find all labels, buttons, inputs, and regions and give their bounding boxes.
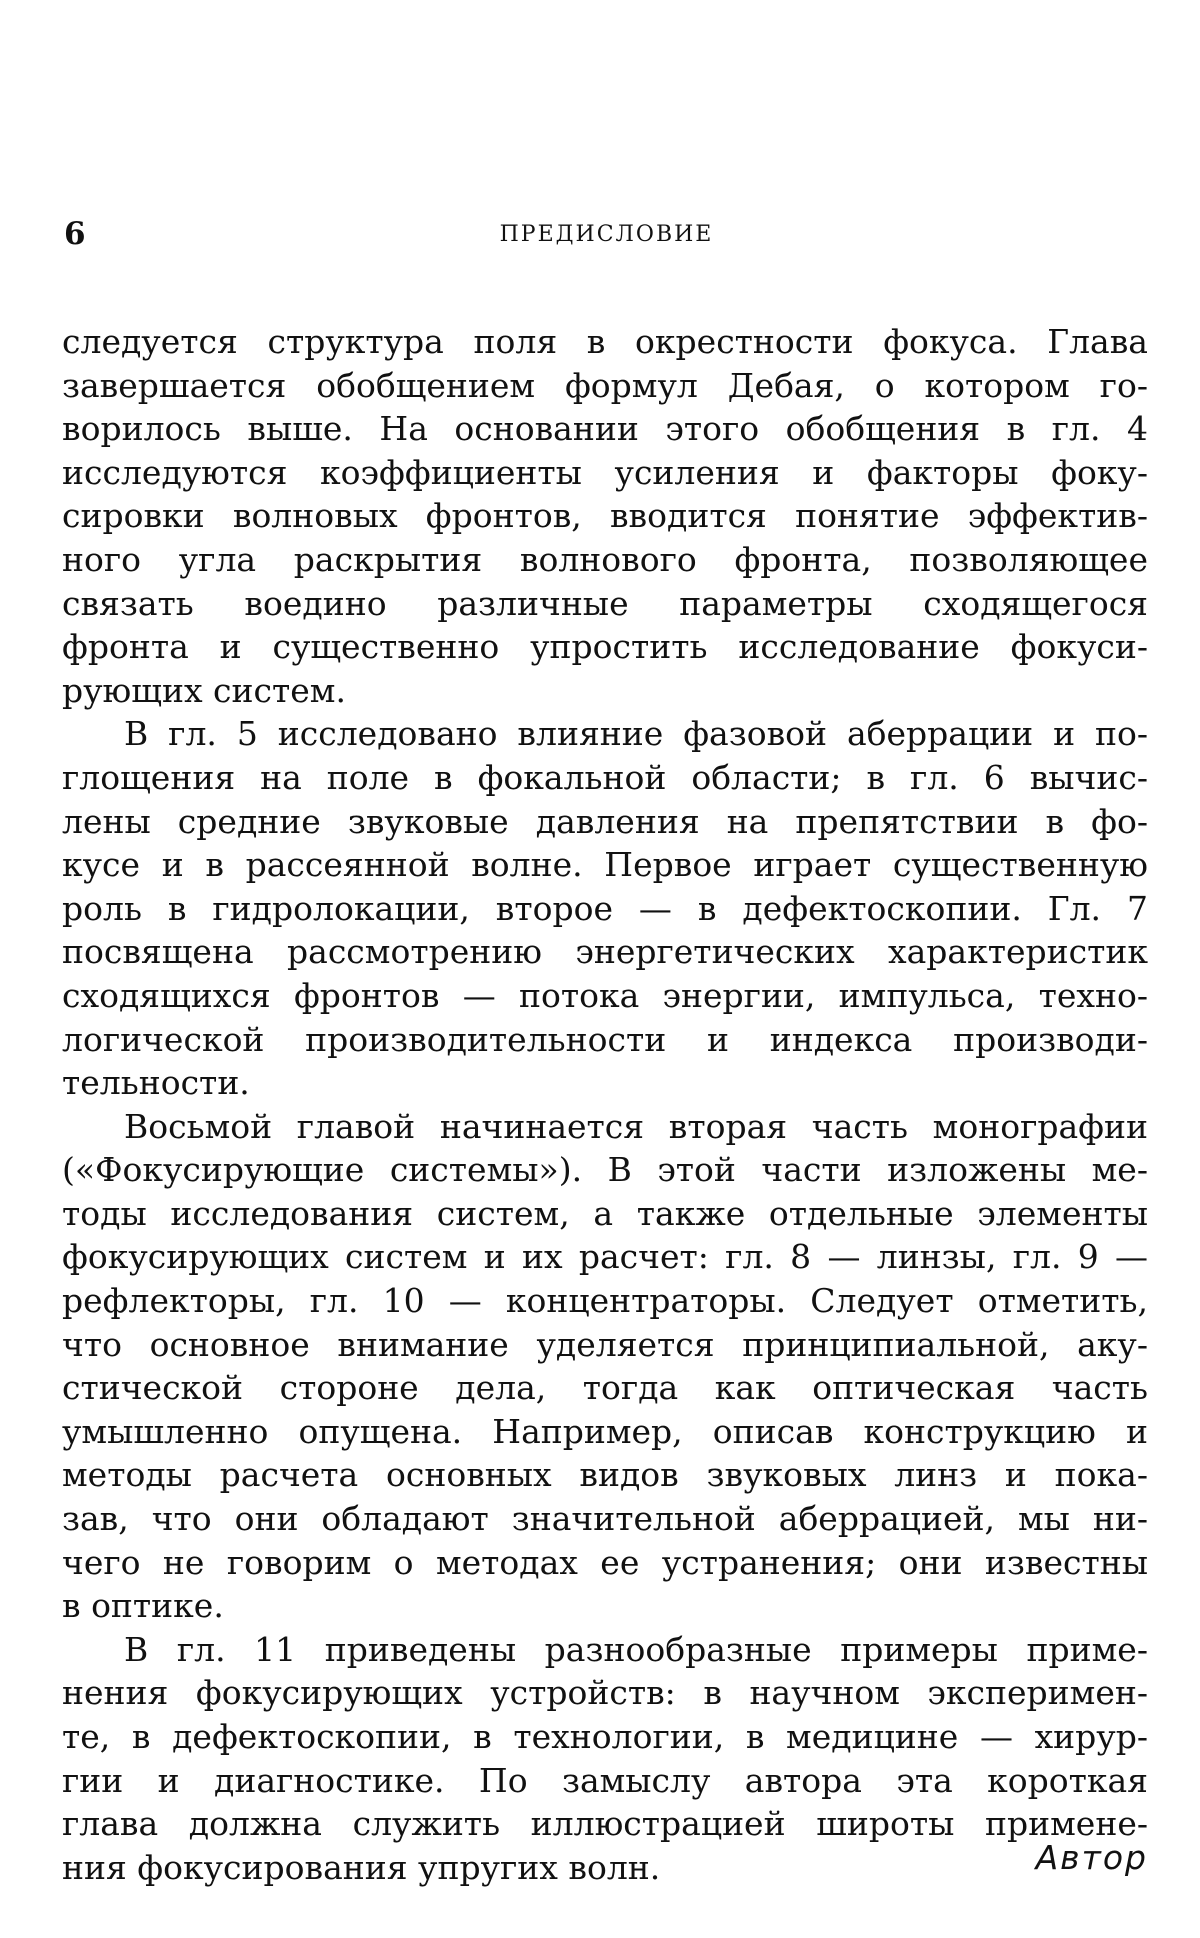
text-line: тоды исследования систем, а также отдельные элементы [62,1193,1148,1233]
author-signature: Автор [1035,1838,1148,1877]
text-line: те, в дефектоскопии, в технологии, в медицине — хирур- [62,1717,1148,1756]
paragraph-2 [62,712,1148,1104]
text-line: фокусирующих систем и их расчет: гл. 8 — линзы, гл. 9 — [62,1237,1148,1277]
text-line: логической производительности и индекса производи- [62,1019,1148,1059]
text-line: ния фокусирования упругих волн. [62,1847,661,1887]
text-line: глощения на поле в фокальной области; в гл. 6 вычис- [62,757,1148,797]
paragraph-3 [62,1105,1148,1628]
text-line: нения фокусирующих устройств: в научном эксперимен- [62,1673,1148,1713]
text-line: рефлекторы, гл. 10 — концентраторы. Следует отметить, [62,1281,1148,1321]
text-line: ворилось выше. На основании этого обобщения в гл. 4 [62,409,1148,449]
text-line: роль в гидролокации, второе — в дефектоскопии. Гл. 7 [62,888,1148,928]
text-line: что основное внимание уделяется принципиальной, аку- [62,1324,1148,1364]
page-header [64,216,1149,256]
text-line: методы расчета основных видов звуковых линз и пока- [62,1455,1148,1495]
text-line: стической стороне дела, тогда как оптическая часть [62,1368,1148,1408]
text-line: зав, что они обладают значительной аберрацией, мы ни- [62,1499,1148,1539]
text-line: Восьмой главой начинается вторая часть монографии [124,1106,1148,1146]
text-line: глава должна служить иллюстрацией широты примене- [62,1804,1148,1844]
text-line: В гл. 5 исследовано влияние фазовой аберрации и по- [124,714,1148,754]
page-number: 6 [64,216,87,252]
paragraph-4 [62,1628,1148,1890]
text-line: завершается обобщением формул Дебая, о котором го- [62,365,1148,405]
text-line: посвящена рассмотрению энергетических характеристик [62,932,1148,972]
paragraph-1 [62,320,1148,712]
text-line: ного угла раскрытия волнового фронта, позволяющее [62,539,1148,579]
text-line: кусе и в рассеянной волне. Первое играет существенную [62,845,1148,885]
text-line: гии и диагностике. По замыслу автора эта короткая [62,1760,1148,1800]
text-line: тельности. [62,1063,250,1103]
text-line: («Фокусирующие системы»). В этой части изложены ме- [62,1150,1148,1190]
text-line: сировки волновых фронтов, вводится понятие эффектив- [62,496,1148,536]
text-line: исследуются коэффициенты усиления и факторы фоку- [62,452,1148,492]
text-line: в оптике. [62,1586,224,1626]
text-line: связать воедино различные параметры сходящегося [62,583,1148,623]
text-line: следуется структура поля в окрестности фокуса. Глава [62,322,1148,361]
preface-text [62,320,1148,1889]
text-line: сходящихся фронтов — потока энергии, импульса, техно- [62,975,1148,1015]
text-line: рующих систем. [62,670,346,710]
running-head: ПРЕДИСЛОВИЕ [499,222,714,247]
text-line: фронта и существенно упростить исследование фокуси- [62,627,1148,667]
text-line: чего не говорим о методах ее устранения; они известны [62,1542,1148,1582]
text-line: умышленно опущена. Например, описав конструкцию и [62,1411,1148,1451]
text-line: В гл. 11 приведены разнообразные примеры приме- [124,1629,1148,1669]
text-line: лены средние звуковые давления на препятствии в фо- [62,801,1148,841]
